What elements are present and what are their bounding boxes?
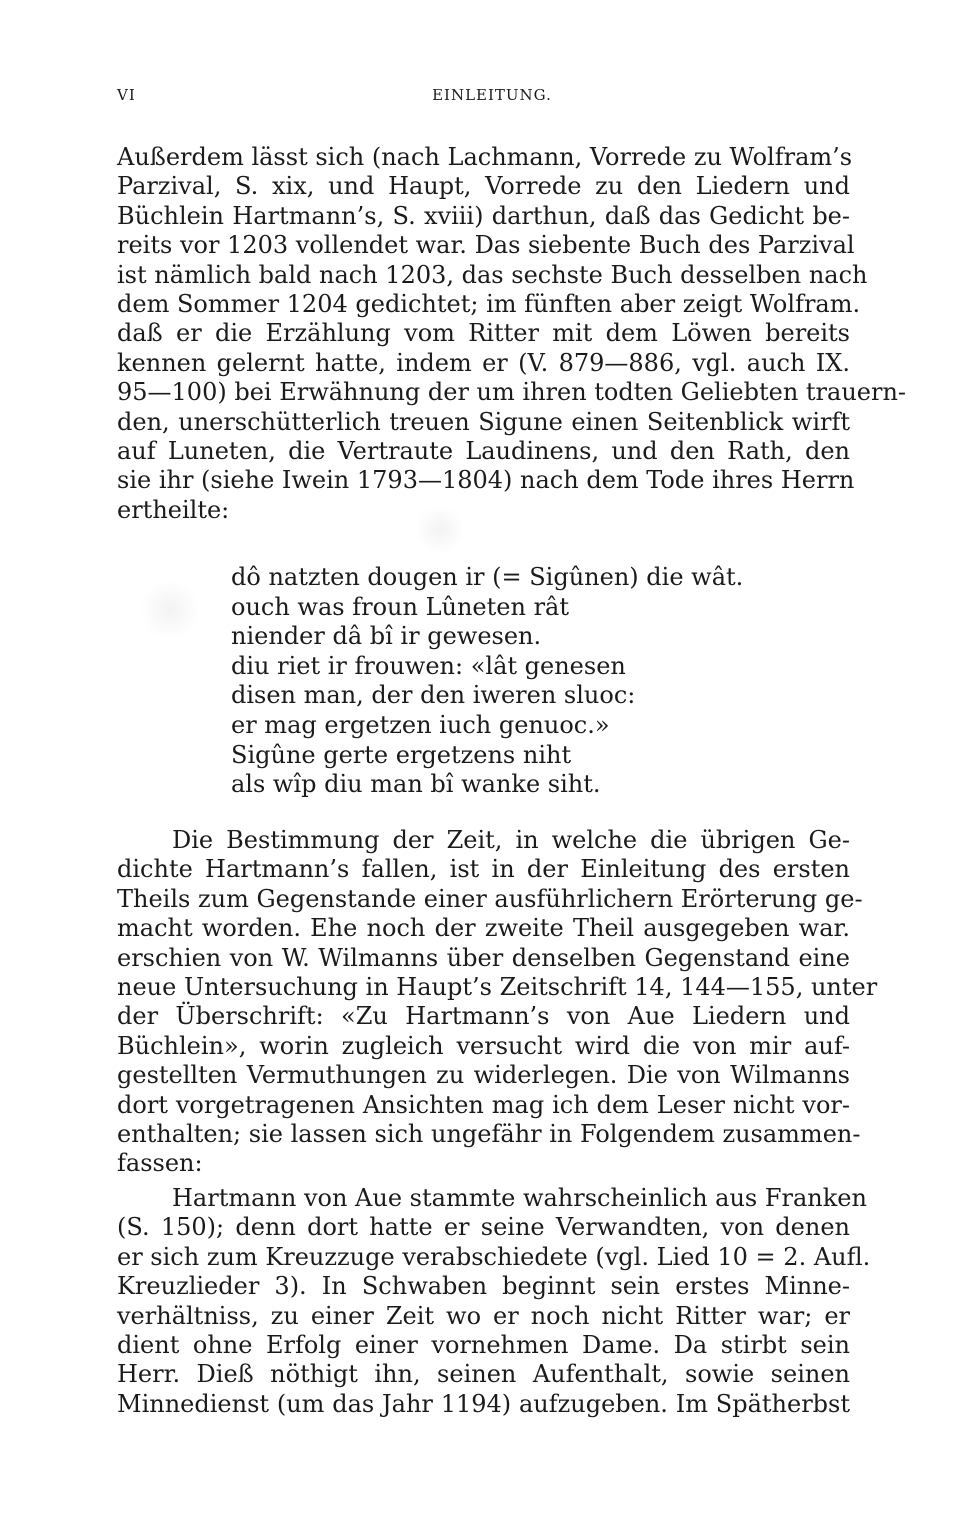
verse-quotation [231, 563, 743, 800]
verse-line: dô natzten dougen ir (= Sigûnen) die wât. [231, 563, 744, 591]
text-line: Hartmann von Aue stammte wahrscheinlich aus Franken [172, 1184, 867, 1212]
text-line: Büchlein Hartmann’s, S. xviii) darthun, daß das Gedicht be- [117, 201, 850, 230]
verse-line: er mag ergetzen iuch genuoc.» [231, 710, 610, 739]
paragraph-1 [117, 143, 907, 525]
text-line: der Überschrift: «Zu Hartmann’s von Aue Liedern und [117, 1002, 850, 1031]
verse-line: diu riet ir frouwen: «lât genesen [231, 651, 626, 680]
text-line: Minnedienst (um das Jahr 1194) aufzugeben. Im Spätherbst [117, 1389, 850, 1418]
paragraph-2 [117, 826, 878, 1179]
text-line: verhältniss, zu einer Zeit wo er noch nicht Ritter war; er [117, 1301, 850, 1330]
text-line: Außerdem lässt sich (nach Lachmann, Vorrede zu Wolfram’s [117, 143, 853, 171]
text-line: sie ihr (siehe Iwein 1793—1804) nach dem Tode ihres Herrn [117, 466, 855, 495]
verse-line: als wîp diu man bî wanke siht. [231, 770, 601, 799]
text-line: Parzival, S. xix, und Haupt, Vorrede zu den Liedern und [117, 172, 850, 201]
text-line: Kreuzlieder 3). In Schwaben beginnt sein erstes Minne- [117, 1272, 850, 1301]
text-line: dem Sommer 1204 gedichtet; im fünften aber zeigt Wolfram. [117, 289, 861, 318]
text-line: den, unerschütterlich treuen Sigune einen Seitenblick wirft [117, 407, 850, 436]
text-line: auf Luneten, die Vertraute Laudinens, und den Rath, den [117, 436, 850, 465]
text-line: erschien von W. Wilmanns über denselben Gegenstand eine [117, 943, 850, 972]
page-smudge [140, 580, 200, 640]
text-line: gestellten Vermuthungen zu widerlegen. Die von Wilmanns [117, 1061, 850, 1090]
text-line: macht worden. Ehe noch der zweite Theil ausgegeben war. [117, 914, 850, 943]
verse-line: ouch was froun Lûneten rât [231, 592, 569, 621]
text-line: dort vorgetragenen Ansichten mag ich dem Leser nicht vor- [117, 1090, 850, 1119]
text-line: dichte Hartmann’s fallen, ist in der Einleitung des ersten [117, 855, 850, 884]
paragraph-3 [117, 1184, 871, 1419]
running-title: EINLEITUNG. [432, 86, 552, 104]
text-line: Herr. Dieß nöthigt ihn, seinen Aufenthalt, sowie seinen [117, 1360, 850, 1389]
text-line: Theils zum Gegenstande einer ausführlichern Erörterung ge- [117, 884, 863, 913]
page-number: VI [117, 86, 136, 104]
text-line: ist nämlich bald nach 1203, das sechste Buch desselben nach [117, 260, 868, 289]
text-line: kennen gelernt hatte, indem er (V. 879—886, vgl. auch IX. [117, 348, 850, 377]
verse-line: Sigûne gerte ergetzens niht [231, 740, 572, 769]
text-line: 95—100) bei Erwähnung der um ihren todten Geliebten trauern- [117, 378, 907, 407]
verse-line: disen man, der den iweren sluoc: [231, 681, 636, 710]
text-line: reits vor 1203 vollendet war. Das siebente Buch des Parzival [117, 231, 855, 260]
text-line: er sich zum Kreuzzuge verabschiedete (vgl. Lied 10 = 2. Aufl. [117, 1242, 871, 1271]
text-line: (S. 150); denn dort hatte er seine Verwandten, von denen [117, 1213, 850, 1242]
text-line: Die Bestimmung der Zeit, in welche die übrigen Ge- [172, 826, 850, 854]
text-line: neue Untersuchung in Haupt’s Zeitschrift 14, 144—155, unter [117, 972, 878, 1001]
text-line: enthalten; sie lassen sich ungefähr in Folgendem zusammen- [117, 1119, 861, 1148]
text-line: dient ohne Erfolg einer vornehmen Dame. Da stirbt sein [117, 1330, 850, 1359]
running-head [117, 86, 847, 110]
text-line: Büchlein», worin zugleich versucht wird die von mir auf- [117, 1031, 850, 1060]
text-line: fassen: [117, 1149, 203, 1178]
verse-line: niender dâ bî ir gewesen. [231, 622, 542, 651]
text-line: daß er die Erzählung vom Ritter mit dem Löwen bereits [117, 319, 850, 348]
text-line: ertheilte: [117, 495, 230, 524]
